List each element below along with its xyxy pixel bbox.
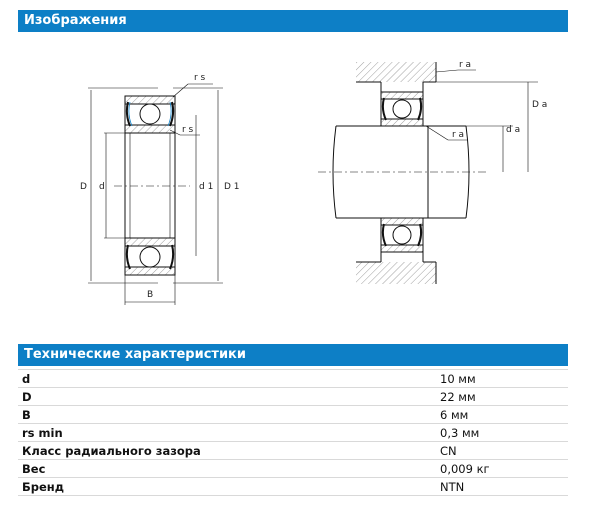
spec-row [18, 388, 568, 406]
specs-section-header: Технические характеристики [18, 344, 568, 366]
spec-value: CN [436, 442, 568, 460]
label-Da: D a [532, 100, 548, 110]
spec-row [18, 442, 568, 460]
label-rs-inner: r s [182, 125, 194, 135]
spec-value: 0,3 мм [436, 424, 568, 442]
spec-row [18, 460, 568, 478]
label-D: D [80, 182, 87, 192]
spec-param: Вес [18, 460, 436, 478]
bearing-drawings-svg [18, 40, 568, 330]
bearing-drawings [18, 40, 568, 330]
spec-param: rs min [18, 424, 436, 442]
spec-row [18, 424, 568, 442]
label-B: B [147, 290, 154, 300]
spec-value: 0,009 кг [436, 460, 568, 478]
label-ra-inner: r a [452, 130, 465, 140]
bearing-mounting-view [318, 62, 538, 284]
spec-value: 22 мм [436, 388, 568, 406]
specs-table [18, 369, 568, 496]
label-da: d a [506, 125, 521, 135]
label-ra-top: r a [459, 60, 472, 70]
bearing-section-view [88, 84, 223, 305]
label-D1: D 1 [224, 182, 240, 192]
spec-value: NTN [436, 478, 568, 496]
images-section-header: Изображения [18, 10, 568, 32]
spec-param: Бренд [18, 478, 436, 496]
spec-value: 10 мм [436, 370, 568, 388]
spec-param: d [18, 370, 436, 388]
spec-param: Класс радиального зазора [18, 442, 436, 460]
spec-row [18, 370, 568, 388]
specs-table-body [18, 370, 568, 496]
spec-param: B [18, 406, 436, 424]
label-rs-top: r s [194, 73, 206, 83]
label-d1: d 1 [199, 182, 214, 192]
spec-row [18, 478, 568, 496]
spec-row [18, 406, 568, 424]
spec-value: 6 мм [436, 406, 568, 424]
label-d: d [99, 182, 105, 192]
spec-param: D [18, 388, 436, 406]
